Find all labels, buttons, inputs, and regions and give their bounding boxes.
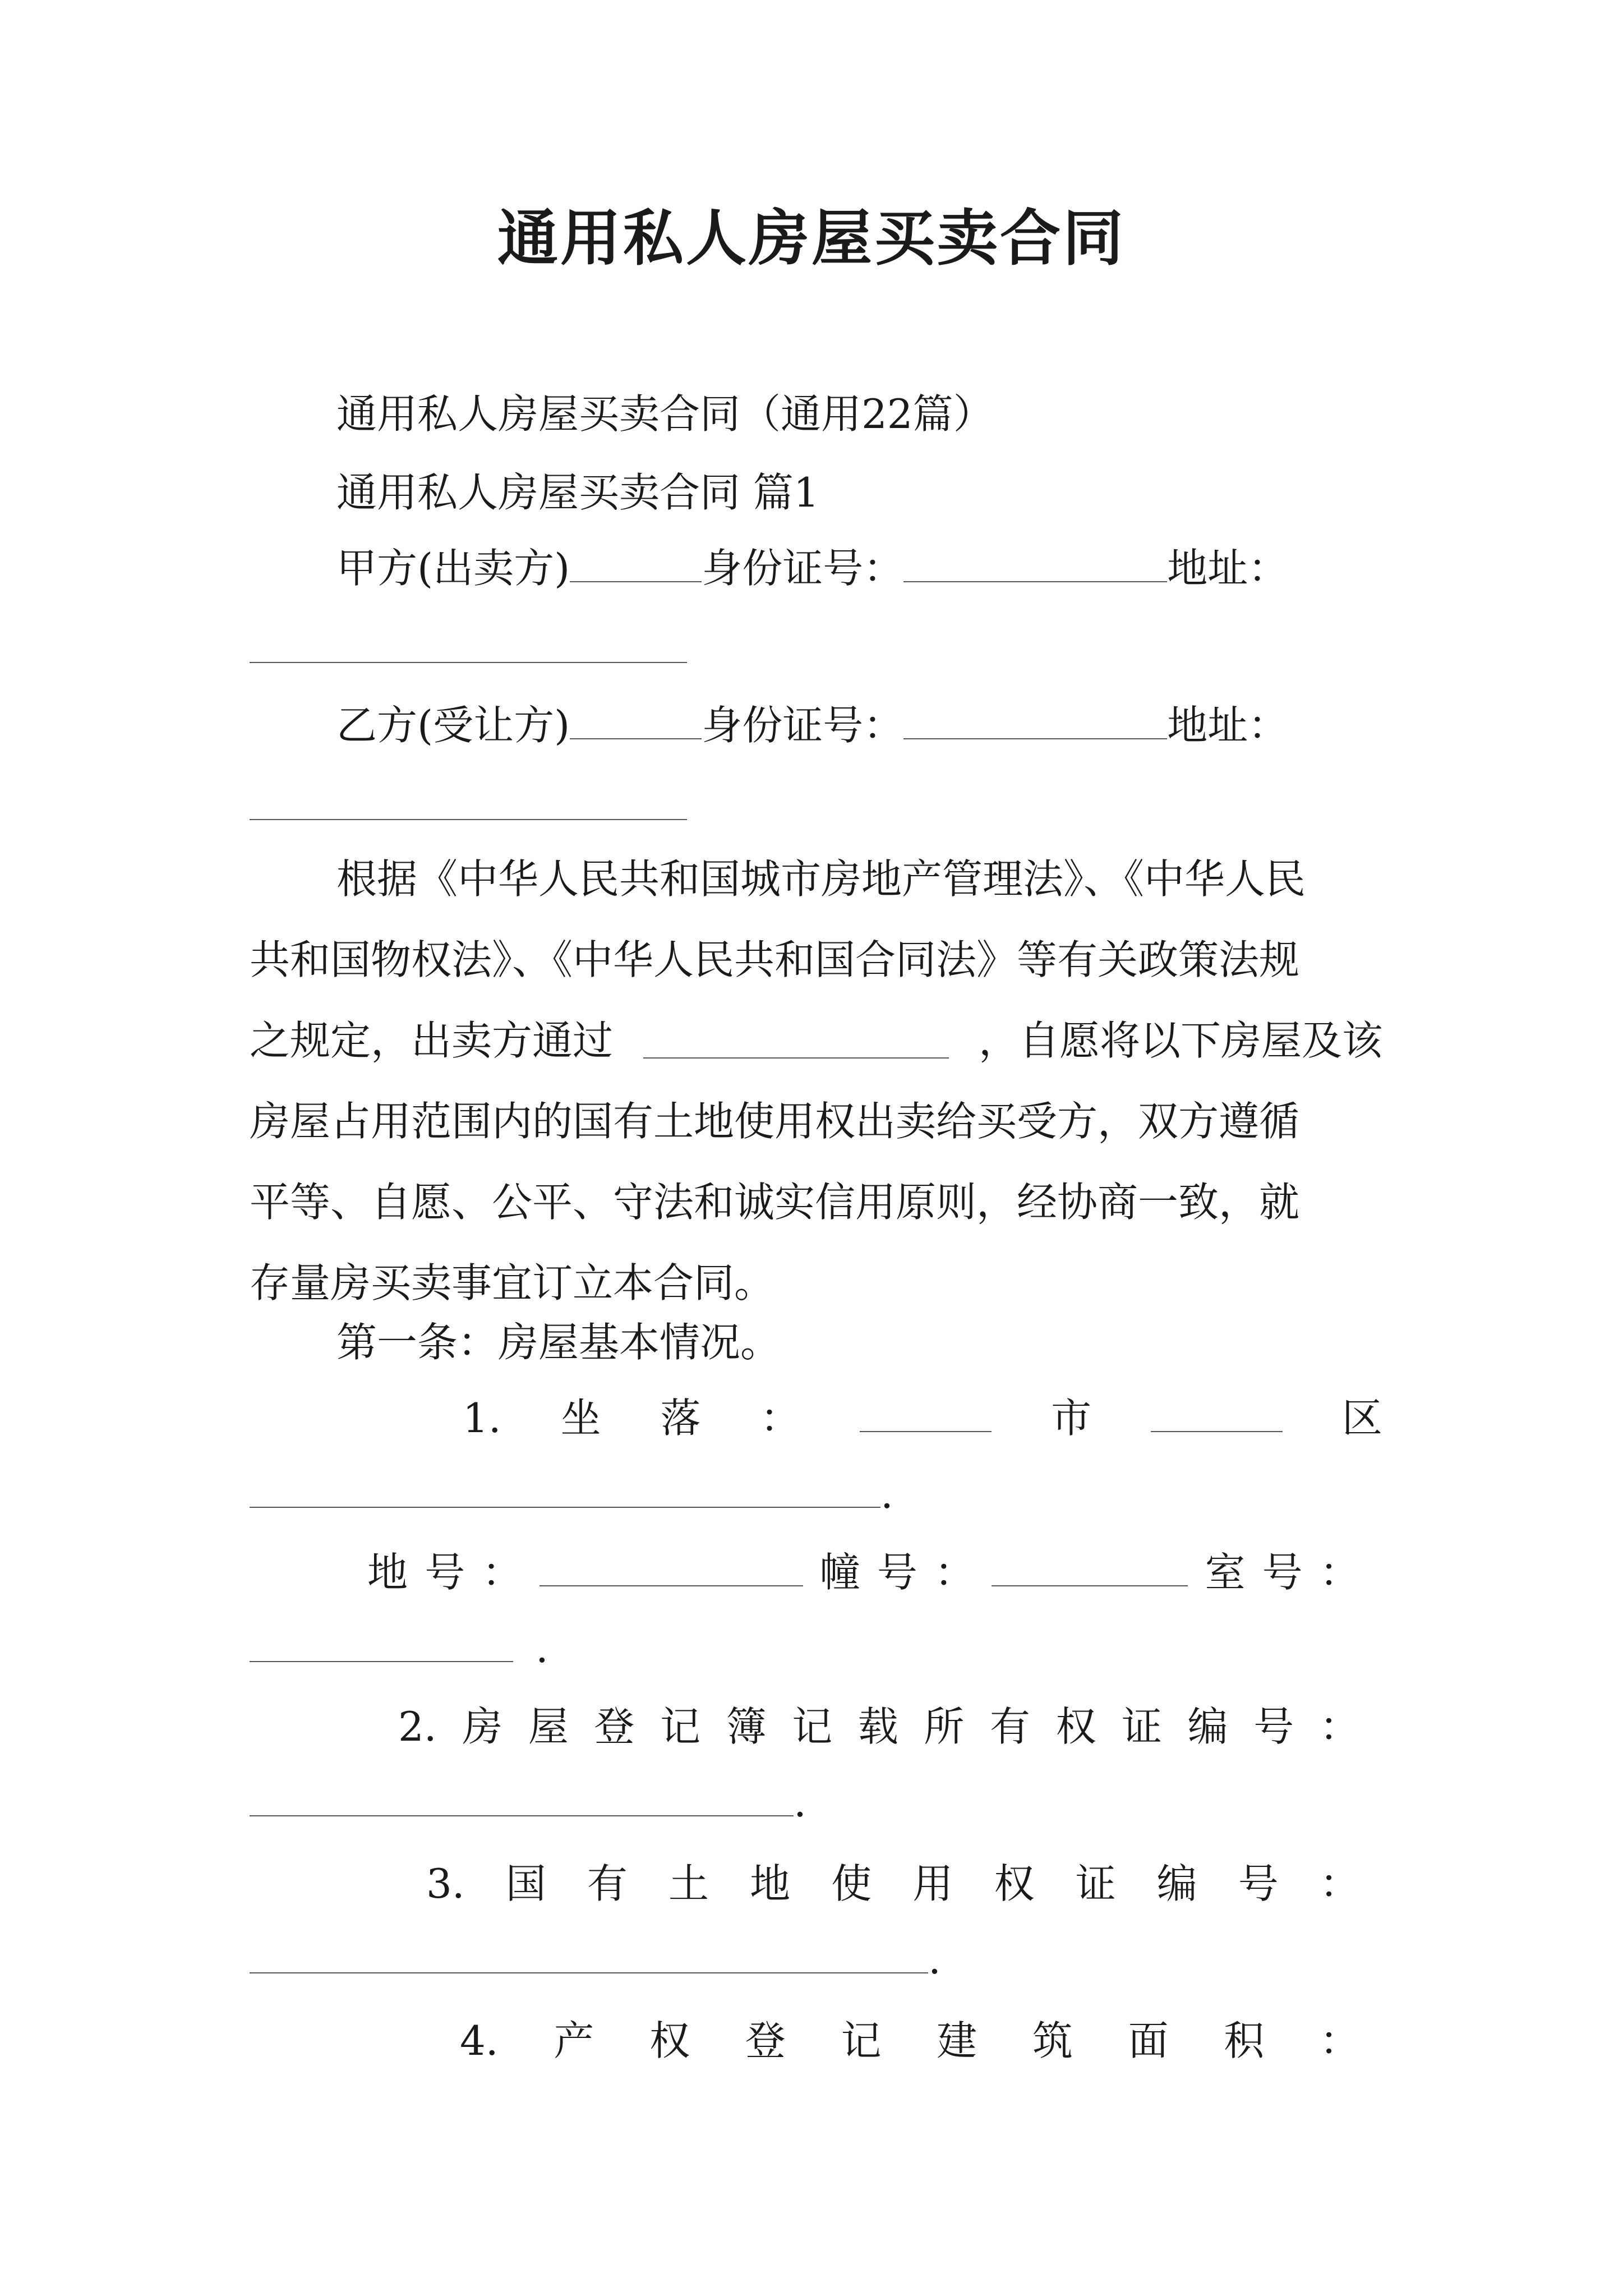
period: . <box>928 1936 941 1983</box>
item-2-ownership-cert <box>398 1700 1360 1754</box>
ownership-cert-blank <box>250 1780 794 1816</box>
party-b-addr-label: 地址： <box>1167 702 1289 749</box>
party-b-line <box>336 698 1288 752</box>
location-detail-line <box>250 1467 893 1521</box>
document-title: 通用私人房屋买卖合同 <box>497 203 1126 274</box>
item-3-number: 3. <box>426 1860 465 1907</box>
party-b-name-blank <box>570 703 702 739</box>
land-use-cert-line <box>250 1932 941 1986</box>
item-2-char: 登 <box>594 1703 635 1750</box>
preamble-line: 平等、自愿、公平、守法和诚实信用原则，经协商一致，就 <box>250 1179 1300 1226</box>
party-a-id-label: 身份证号： <box>702 545 904 592</box>
ownership-cert-line <box>250 1775 806 1829</box>
plot-number-blank <box>540 1550 803 1586</box>
party-b-id-blank <box>903 703 1167 739</box>
party-a-address-blank <box>250 662 687 663</box>
item-3-char: 用 <box>912 1860 953 1907</box>
room-char: ： <box>1319 1549 1360 1596</box>
party-a-line <box>336 541 1288 595</box>
item-2-char: 所 <box>924 1703 965 1750</box>
item-3-char: 权 <box>994 1860 1035 1907</box>
room-char: 号 <box>1262 1549 1303 1596</box>
location-detail-blank <box>250 1472 880 1508</box>
plot-char: 地 <box>367 1549 408 1596</box>
party-b-address-blank <box>250 819 687 820</box>
land-use-cert-blank <box>250 1938 928 1973</box>
item-4-char: 产 <box>554 2017 594 2064</box>
party-b-id-label: 身份证号： <box>702 702 904 749</box>
item-2-char: 记 <box>792 1703 833 1750</box>
item-4-char: 权 <box>649 2017 690 2064</box>
item-4-char: 积 <box>1224 2017 1265 2064</box>
district-label: 区 <box>1341 1395 1382 1442</box>
period: . <box>794 1779 806 1826</box>
item-2-char: 簿 <box>726 1703 767 1750</box>
preamble-line: 存量房买卖事宜订立本合同。 <box>250 1259 775 1306</box>
preamble-line: 根据《中华人民共和国城市房地产管理法》、《中华人民 <box>336 855 1306 903</box>
district-blank <box>1151 1396 1283 1432</box>
building-char: 号 <box>877 1549 917 1596</box>
item-1-char: 坐 <box>560 1395 601 1442</box>
plot-building-room-line <box>367 1545 1360 1599</box>
item-3-char: 国 <box>505 1860 546 1907</box>
preamble-line: 共和国物权法》、《中华人民共和国合同法》等有关政策法规 <box>250 936 1300 983</box>
item-4-floor-area <box>460 2014 1360 2068</box>
item-3-char: 号 <box>1238 1860 1279 1907</box>
preamble-line: ，自愿将以下房屋及该 <box>978 1017 1382 1064</box>
item-3-char: 土 <box>668 1860 709 1907</box>
item-3-char: 地 <box>750 1860 791 1907</box>
seller-channel-blank <box>643 1023 949 1059</box>
item-4-char: 筑 <box>1032 2017 1073 2064</box>
preamble-line: 房屋占用范围内的国有土地使用权出卖给买受方，双方遵循 <box>250 1098 1300 1145</box>
section-heading: 通用私人房屋买卖合同 篇1 <box>336 469 819 516</box>
party-a-addr-label: 地址： <box>1167 545 1289 592</box>
plot-char: 号 <box>425 1549 465 1596</box>
item-4-char: 建 <box>937 2017 978 2064</box>
item-2-char: 号 <box>1253 1703 1294 1750</box>
period: . <box>880 1470 893 1517</box>
item-2-char: 记 <box>660 1703 701 1750</box>
item-4-number: 4. <box>460 2017 499 2064</box>
building-char: ： <box>934 1549 975 1596</box>
party-b-label: 乙方(受让方) <box>336 702 570 749</box>
room-number-blank <box>250 1626 513 1662</box>
room-char: 室 <box>1205 1549 1246 1596</box>
item-3-char: 证 <box>1075 1860 1116 1907</box>
plot-char: ： <box>482 1549 523 1596</box>
item-2-char: 编 <box>1187 1703 1228 1750</box>
article-1-heading: 第一条：房屋基本情况。 <box>336 1319 781 1366</box>
item-3-land-use-cert <box>426 1857 1360 1911</box>
item-4-char: 记 <box>841 2017 882 2064</box>
city-label: 市 <box>1051 1395 1092 1442</box>
item-2-char: 屋 <box>528 1703 569 1750</box>
item-2-number: 2. <box>398 1703 437 1750</box>
item-4-char: 面 <box>1128 2017 1169 2064</box>
item-3-char: 编 <box>1156 1860 1197 1907</box>
item-1-char: 落 <box>660 1395 701 1442</box>
document-subtitle: 通用私人房屋买卖合同（通用22篇） <box>336 390 994 438</box>
item-3-char: 使 <box>831 1860 872 1907</box>
item-2-char: 有 <box>989 1703 1030 1750</box>
item-1-char: ： <box>760 1395 801 1442</box>
item-1-number: 1. <box>463 1395 501 1442</box>
item-2-char: 载 <box>857 1703 898 1750</box>
preamble-line: 之规定，出卖方通过 <box>250 1017 614 1064</box>
item-2-char: 证 <box>1122 1703 1163 1750</box>
item-2-char: ： <box>1319 1703 1360 1750</box>
period: . <box>536 1625 548 1672</box>
party-a-label: 甲方(出卖方) <box>336 545 570 592</box>
building-number-blank <box>992 1550 1188 1586</box>
item-2-char: 房 <box>462 1703 503 1750</box>
city-blank <box>860 1396 992 1432</box>
item-1-location <box>463 1391 1382 1445</box>
item-2-char: 权 <box>1055 1703 1096 1750</box>
item-3-char: 有 <box>587 1860 628 1907</box>
preamble-paragraph <box>250 839 1382 1323</box>
party-a-name-blank <box>570 546 702 582</box>
building-char: 幢 <box>819 1549 860 1596</box>
item-4-char: ： <box>1319 2017 1360 2064</box>
item-4-char: 登 <box>745 2017 786 2064</box>
item-3-char: ： <box>1319 1860 1360 1907</box>
room-number-line <box>250 1621 548 1675</box>
party-a-id-blank <box>903 546 1167 582</box>
